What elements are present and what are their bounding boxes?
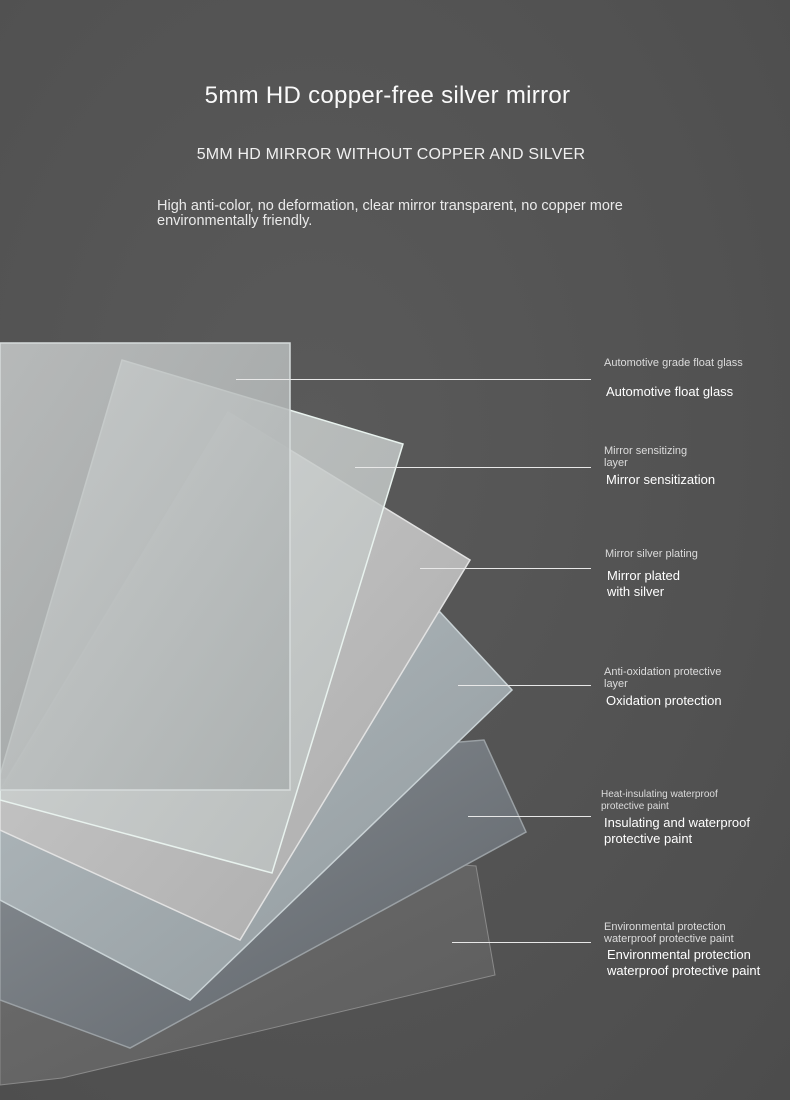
layer-6-small-label: Environmental protection waterproof protective paint bbox=[604, 921, 734, 945]
layer-3-small-label: Mirror silver plating bbox=[605, 548, 698, 560]
layer-5-small-label: Heat-insulating waterproof protective paint bbox=[601, 789, 718, 812]
leader-line-4 bbox=[458, 685, 591, 686]
layer-4-label: Oxidation protection bbox=[606, 693, 722, 708]
layer-6-label: Environmental protection waterproof protective paint bbox=[607, 947, 761, 978]
leader-line-6 bbox=[452, 942, 591, 943]
layer-1-small-label: Automotive grade float glass bbox=[604, 357, 743, 369]
sheet-float-glass bbox=[0, 343, 290, 790]
page-description: High anti-color, no deformation, clear mirror transparent, no copper more environmentally friendly. bbox=[157, 198, 623, 229]
leader-line-3 bbox=[420, 568, 591, 569]
layer-2-label: Mirror sensitization bbox=[606, 472, 716, 487]
leader-line-5 bbox=[468, 816, 591, 817]
layer-5-label: Insulating and waterproof protective paint bbox=[604, 815, 750, 846]
leader-line-1 bbox=[236, 379, 591, 380]
layer-1-label: Automotive float glass bbox=[606, 384, 734, 399]
layer-4-small-label: Anti-oxidation protective layer bbox=[604, 666, 722, 690]
page-subtitle: 5MM HD MIRROR WITHOUT COPPER AND SILVER bbox=[196, 146, 586, 163]
page-title: 5mm HD copper-free silver mirror bbox=[204, 82, 571, 109]
layer-2-small-label: Mirror sensitizing layer bbox=[604, 445, 688, 469]
leader-line-2 bbox=[355, 467, 591, 468]
layer-3-label: Mirror plated with silver bbox=[607, 568, 680, 599]
